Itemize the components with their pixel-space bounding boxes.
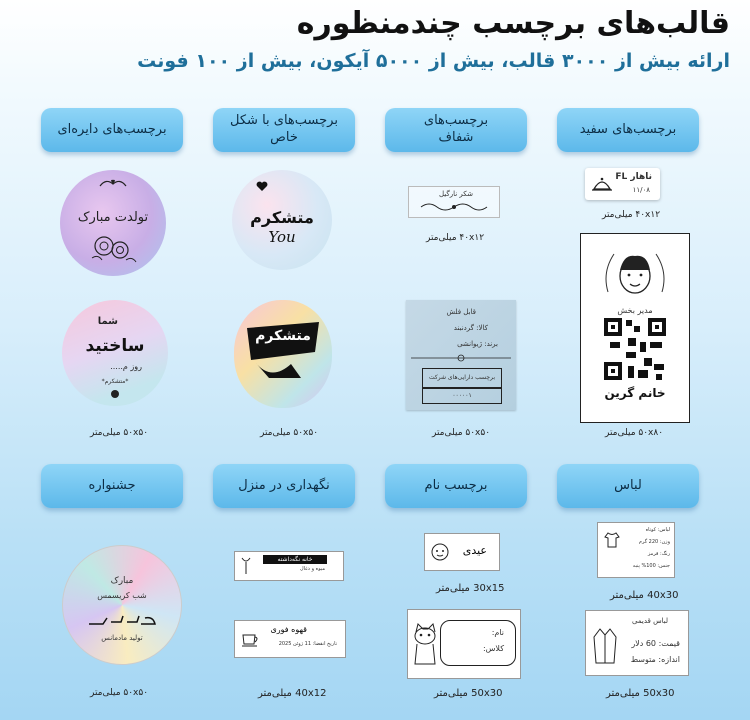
onesie-icon bbox=[603, 531, 621, 549]
thanks-small-sticker bbox=[232, 170, 332, 270]
old-clothes-title: لباس قدیمی bbox=[632, 617, 668, 625]
food-label-sample bbox=[585, 168, 660, 200]
home-label-text: خانه نگه‌داشته bbox=[263, 555, 327, 564]
lamp-icon bbox=[239, 556, 253, 576]
clothes-label-sample bbox=[597, 522, 675, 578]
category-transparent-label: برچسب‌های شفاف bbox=[423, 113, 489, 145]
round-made-line3: روز م..... bbox=[110, 362, 142, 371]
food-label-title: ناهار FL bbox=[615, 172, 652, 182]
category-home-label: نگهداری در منزل bbox=[238, 477, 330, 493]
thanks-big-size: ۵۰x۵۰ میلی‌متر bbox=[260, 428, 319, 438]
food-cloche-icon bbox=[591, 173, 613, 195]
name-small-sample bbox=[424, 533, 500, 571]
clear-small-text: شکر نارگیل bbox=[438, 190, 473, 198]
swirl-heart-icon bbox=[98, 176, 128, 192]
asset-line1: قابل فلش bbox=[446, 308, 476, 316]
round-made-line4: *متشکرم* bbox=[101, 378, 129, 385]
cat-name-frame bbox=[440, 620, 516, 666]
thanks-small-sub: You bbox=[268, 228, 296, 246]
category-special-button[interactable] bbox=[213, 108, 355, 152]
heart-icon bbox=[256, 180, 268, 192]
clothes-line2: وزن: 220 گرم bbox=[638, 539, 670, 545]
category-name-button[interactable] bbox=[385, 464, 527, 508]
coffee-size: 40x12 میلی‌متر bbox=[258, 688, 327, 699]
birthday-sticker bbox=[60, 170, 166, 276]
cat-name-line2: کلاس: bbox=[482, 644, 504, 653]
coffee-title: قهوه فوری bbox=[270, 625, 307, 634]
round-made-sticker bbox=[62, 300, 168, 406]
round-made-line2: ساختید bbox=[85, 336, 145, 356]
page-title: قالب‌های برچسب چندمنظوره bbox=[296, 6, 730, 41]
cat-name-line1: نام: bbox=[491, 628, 504, 637]
cat-name-size: 50x30 میلی‌متر bbox=[434, 688, 503, 699]
category-home-button[interactable] bbox=[213, 464, 355, 508]
category-clothes-button[interactable] bbox=[557, 464, 699, 508]
category-round-button[interactable] bbox=[41, 108, 183, 152]
name-small-text: عیدی bbox=[462, 544, 487, 557]
asset-line2: کالا: گردنبند bbox=[453, 324, 488, 332]
round-made-line1: شما bbox=[97, 316, 118, 327]
category-festival-button[interactable] bbox=[41, 464, 183, 508]
manager-badge-sample bbox=[580, 233, 690, 423]
coffee-cup-icon bbox=[241, 631, 261, 647]
name-small-size: 30x15 میلی‌متر bbox=[436, 583, 505, 594]
manager-badge-size: ۵۰x۸۰ میلی‌متر bbox=[605, 428, 664, 438]
kid-face-icon bbox=[429, 540, 451, 564]
category-white-label: برچسب‌های سفید bbox=[579, 121, 677, 137]
thanks-small-text: متشکرم bbox=[250, 208, 314, 227]
category-special-label: برچسب‌های با شکل خاص bbox=[230, 113, 338, 145]
clear-small-label-sample bbox=[408, 186, 500, 218]
xmas-sticker bbox=[62, 545, 182, 665]
coffee-sub: تاریخ انقضا: 11 ژوئن 2025 bbox=[278, 641, 337, 647]
roses-icon bbox=[88, 228, 138, 268]
home-label-sample bbox=[234, 551, 344, 581]
thanks-big-text: متشکرم bbox=[255, 328, 311, 344]
asset-divider-icon bbox=[411, 352, 511, 364]
old-clothes-size: 50x30 میلی‌متر bbox=[606, 688, 675, 699]
flower-icon bbox=[107, 388, 123, 400]
qr-code-icon bbox=[604, 318, 666, 380]
asset-line4: برچسب دارایی‌های شرکت bbox=[428, 374, 496, 381]
category-clothes-label: لباس bbox=[614, 477, 642, 493]
xmas-line1: مبارک bbox=[110, 576, 134, 586]
clothes-label-size: 40x30 میلی‌متر bbox=[610, 590, 679, 601]
round-made-size: ۵۰x۵۰ میلی‌متر bbox=[90, 428, 149, 438]
thanks-big-sticker bbox=[234, 300, 332, 408]
manager-role: مدیر بخش bbox=[617, 306, 653, 315]
asset-line5: ۰۰۰۰۰۱ bbox=[452, 392, 472, 399]
old-clothes-sample bbox=[585, 610, 689, 676]
xmas-line2: شب کریسمس bbox=[97, 591, 147, 600]
food-label-size: ۴۰x۱۲ میلی‌متر bbox=[602, 210, 661, 220]
category-name-label: برچسب نام bbox=[424, 477, 488, 493]
manager-name: خانم گرین bbox=[604, 386, 666, 400]
sleigh-reindeer-icon bbox=[87, 610, 157, 630]
category-festival-label: جشنواره bbox=[88, 477, 136, 493]
cat-icon bbox=[410, 622, 440, 666]
clothes-line3: رنگ: قرمز bbox=[647, 551, 670, 557]
clothes-line1: لباس: کوتاه bbox=[645, 527, 670, 533]
category-white-button[interactable] bbox=[557, 108, 699, 152]
asset-line3: برند: ژیوانشی bbox=[457, 340, 498, 348]
page-subtitle: ارائه بیش از ۳۰۰۰ قالب، بیش از ۵۰۰۰ آیکون، بیش از ۱۰۰ فونت bbox=[137, 50, 730, 72]
xmas-size: ۵۰x۵۰ میلی‌متر bbox=[90, 688, 149, 698]
old-clothes-price: قیمت: 60 دلار bbox=[631, 639, 680, 648]
birthday-text: تولدت مبارک bbox=[77, 210, 149, 225]
food-label-date: ۱۱/۰۸ bbox=[632, 186, 650, 194]
face-portrait-icon bbox=[600, 242, 670, 312]
home-label-sub: میوه و ذغال bbox=[300, 566, 325, 572]
cat-name-sample bbox=[407, 609, 521, 679]
category-round-label: برچسب‌های دایره‌ای bbox=[57, 121, 167, 137]
category-transparent-button[interactable] bbox=[385, 108, 527, 152]
asset-code-box bbox=[422, 388, 502, 404]
xmas-line3: تولید مادمانس bbox=[101, 634, 143, 642]
clear-small-size: ۴۰x۱۲ میلی‌متر bbox=[426, 233, 485, 243]
old-clothes-size-line: اندازه: متوسط bbox=[630, 655, 680, 664]
asset-label-size: ۵۰x۵۰ میلی‌متر bbox=[432, 428, 491, 438]
clothes-line4: جنس: 100% پنبه bbox=[632, 563, 670, 569]
coffee-label-sample bbox=[234, 620, 346, 658]
asset-label-sample bbox=[406, 300, 516, 410]
asset-box bbox=[422, 368, 502, 388]
coat-icon bbox=[592, 627, 618, 665]
ornament-divider-icon bbox=[419, 201, 489, 213]
